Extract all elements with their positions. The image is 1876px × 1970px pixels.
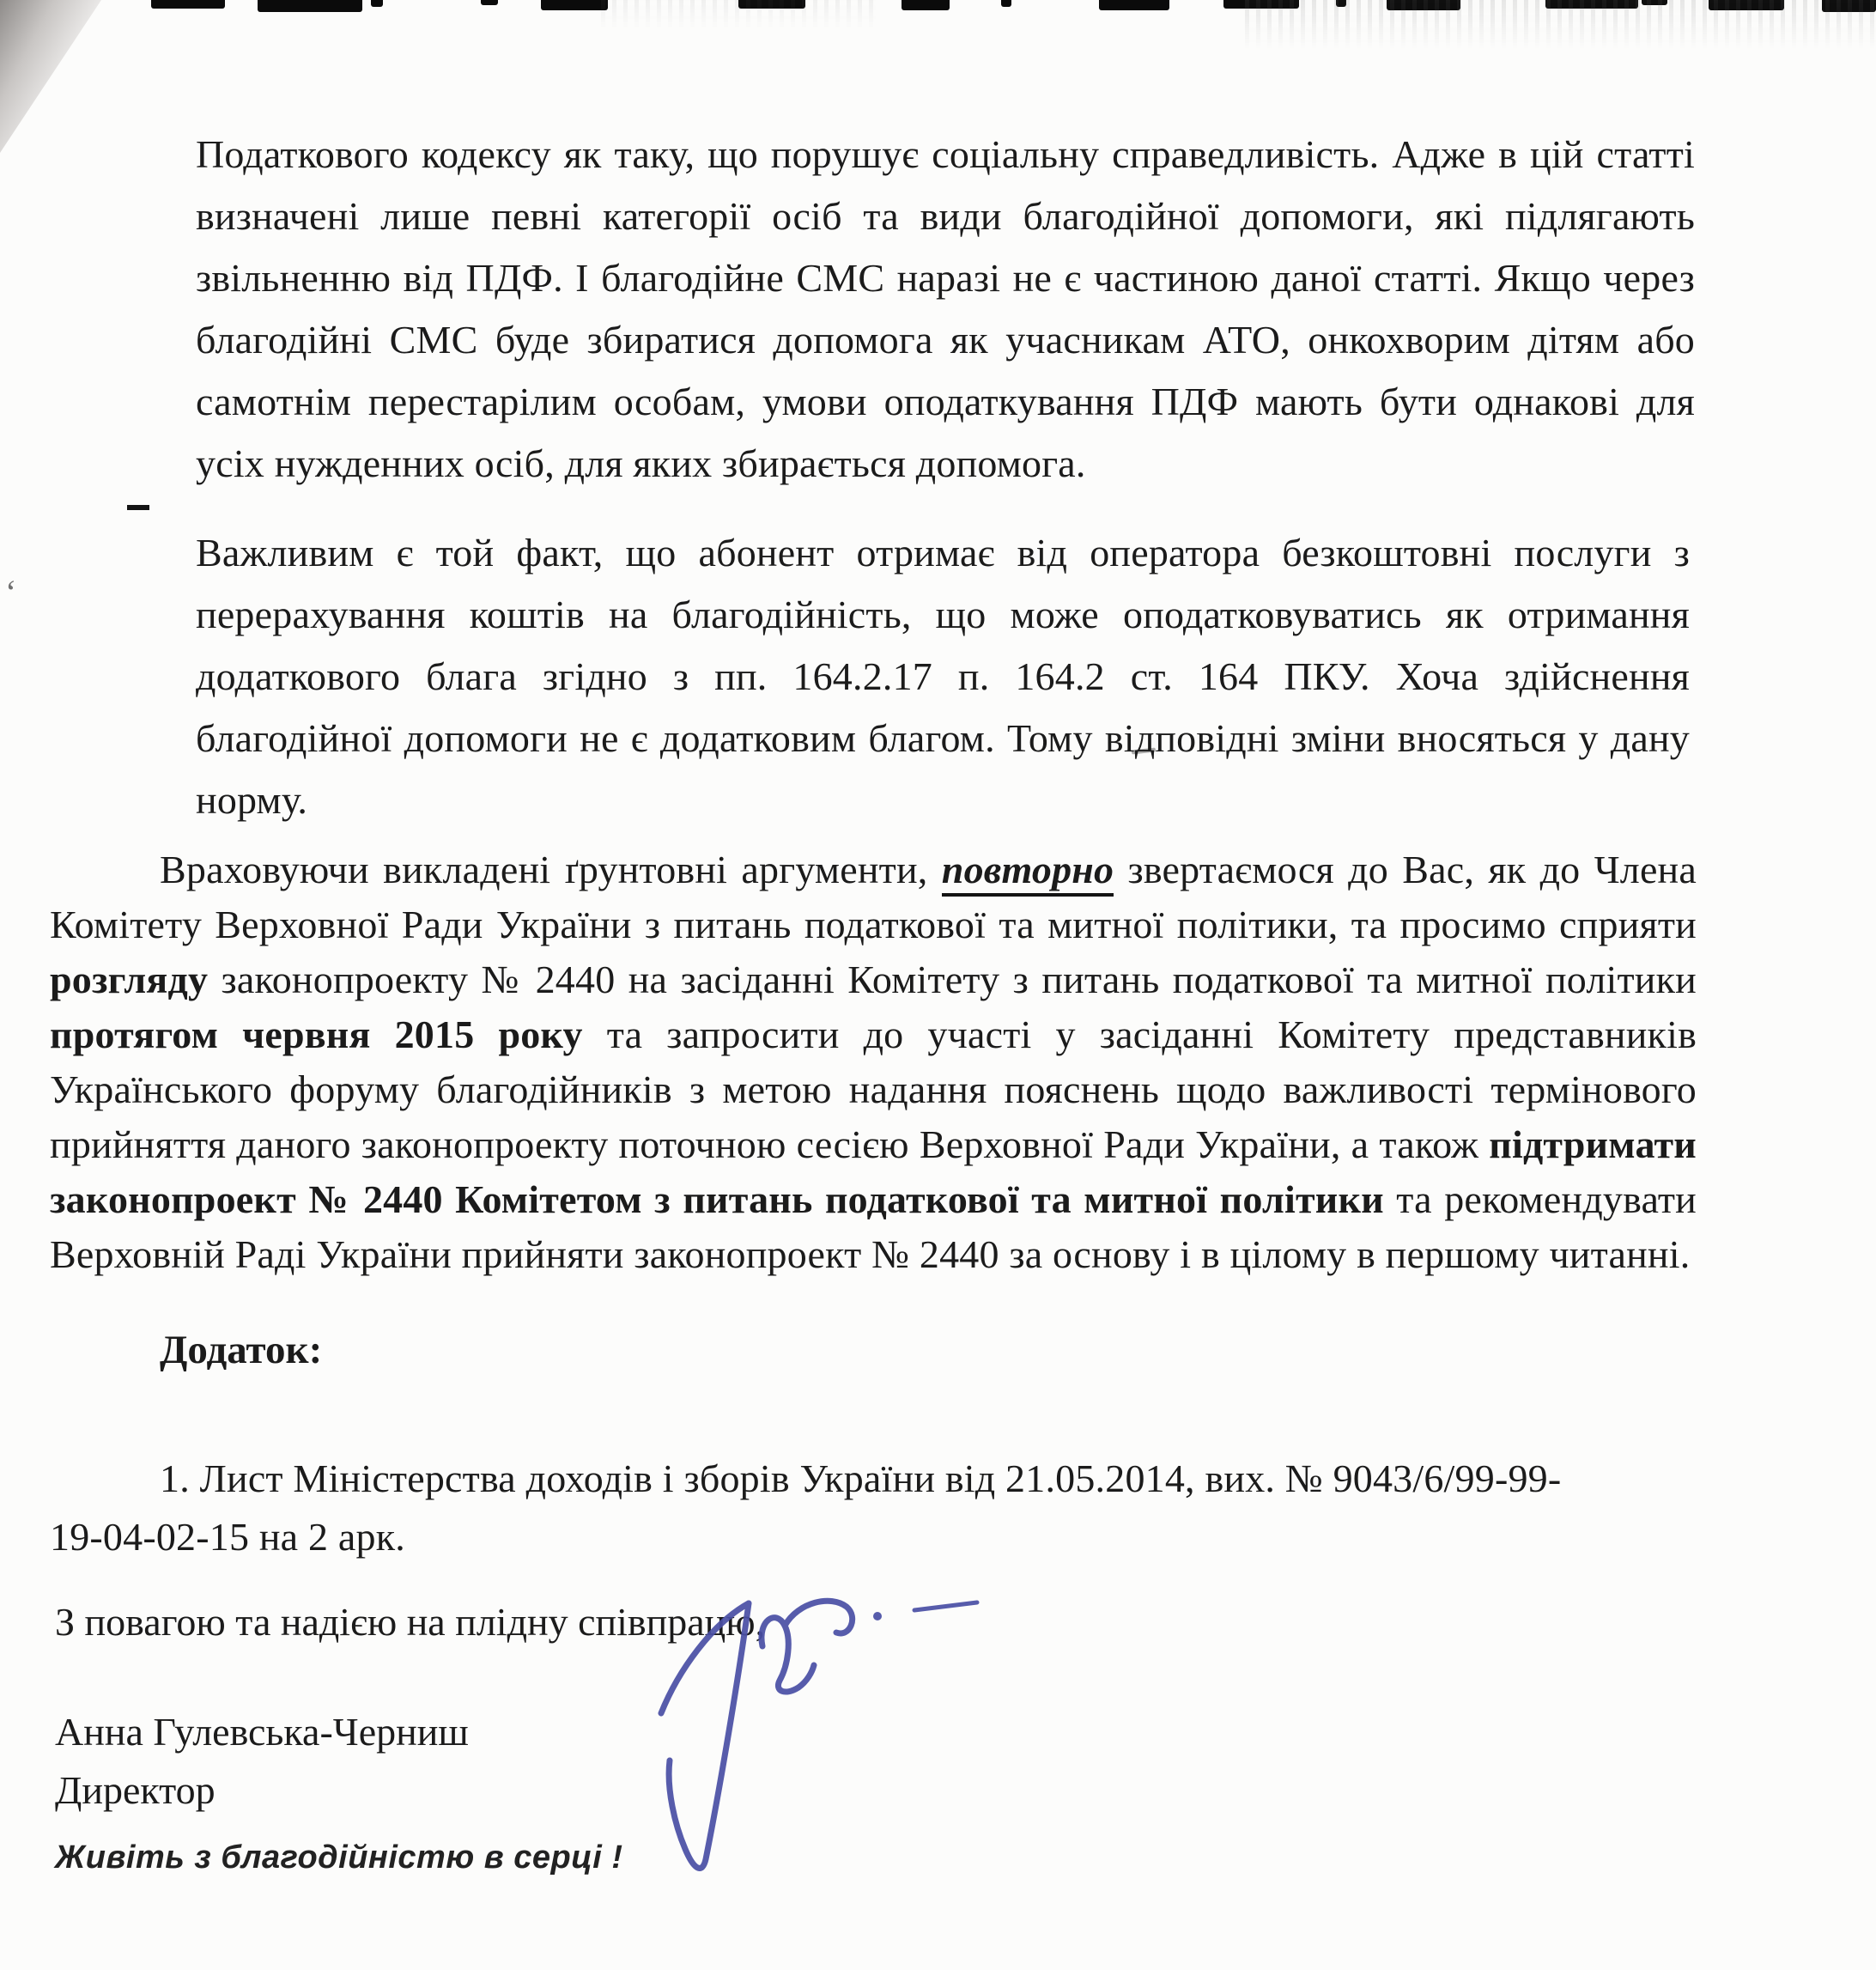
- scan-edge-mark: [1001, 0, 1011, 7]
- scan-streak: [601, 0, 876, 29]
- signer-title: Директор: [55, 1768, 216, 1812]
- scan-edge-mark: [258, 0, 362, 12]
- attachment-heading: Додаток:: [160, 1328, 323, 1372]
- appeal-segment-bold: розгляду: [50, 958, 209, 1001]
- appeal-segment: законопроекту № 2440 на засіданні Комітету з питань податкової та митної політики: [208, 958, 1697, 1001]
- appeal-segment: та рекомендувати Верховній Раді України прийняти законопроект № 2440 за основу і в цілому в першому читанні.: [50, 1177, 1697, 1276]
- appeal-segment: та запросити до участі у засіданні Комітету представників Українського форуму благодійників з метою надання пояснень щодо важливості термінового прийняття даного законопроекту поточною сесією Верховної Ради України, а також: [50, 1012, 1697, 1166]
- scan-edge-mark: [371, 0, 383, 7]
- page-corner-fold: [0, 0, 101, 153]
- scan-edge-mark: [902, 0, 950, 10]
- scan-edge-mark: [151, 0, 225, 9]
- scan-streak: [1245, 0, 1876, 50]
- attachment-item: 1. Лист Міністерства доходів і зборів України від 21.05.2014, вих. № 9043/6/99-99-19-04-02-15 на 2 арк.: [50, 1456, 1562, 1559]
- appeal-segment-bold: протягом червня 2015 року: [50, 1012, 583, 1056]
- appeal-segment: звертаємося до Вас, як до Члена Комітету Верховної Ради України з питань податкової та митної політики, та просимо сприяти: [50, 848, 1697, 946]
- bullet-marker: [127, 505, 149, 510]
- signer-name: Анна Гулевська-Черниш: [55, 1710, 469, 1754]
- scan-speck: ‘: [5, 573, 17, 611]
- paragraph-tax-code: Податкового кодексу як таку, що порушує соціальну справедливість. Адже в цій статті визначені лише певні категорії осіб та види благодійної допомоги, які підлягають звільненню від ПДФ. І благодійне СМС наразі не є частиною даної статті. Якщо через благодійні СМС буде збиратися допомога як учасникам АТО, онкохворим дітям або самотнім перестарілим особам, умови оподаткування ПДФ мають бути однакові для усіх нужденних осіб, для яких збирається допомога.: [196, 132, 1695, 485]
- appeal-segment-emphasis: повторно: [942, 848, 1114, 897]
- paragraph-appeal: [50, 842, 1697, 1282]
- scan-edge-mark: [1099, 0, 1169, 10]
- appeal-segment-bold: підтримати законопроект № 2440 Комітетом з питань податкової та митної політики: [50, 1122, 1697, 1221]
- closing-line: З повагою та надією на плідну співпрацю,: [55, 1600, 766, 1644]
- signature-ink: [592, 1576, 1022, 1902]
- scan-edge-mark: [541, 0, 608, 10]
- scan-edge-mark: [481, 0, 498, 5]
- footer-slogan: Живіть з благодійністю в серці !: [55, 1839, 623, 1876]
- appeal-segment: Враховуючи викладені ґрунтовні аргументи,: [160, 848, 942, 891]
- paragraph-bullet-subscriber: Важливим є той факт, що абонент отримає від оператора безкоштовні послуги з перерахування коштів на благодійність, що може оподатковуватись як отримання додаткового блага згідно з пп. 164.2.17 п. 164.2 ст. 164 ПКУ. Хоча здійснення благодійної допомоги не є додатковим благом. Тому відповідні зміни вносяться у дану норму.: [196, 531, 1690, 822]
